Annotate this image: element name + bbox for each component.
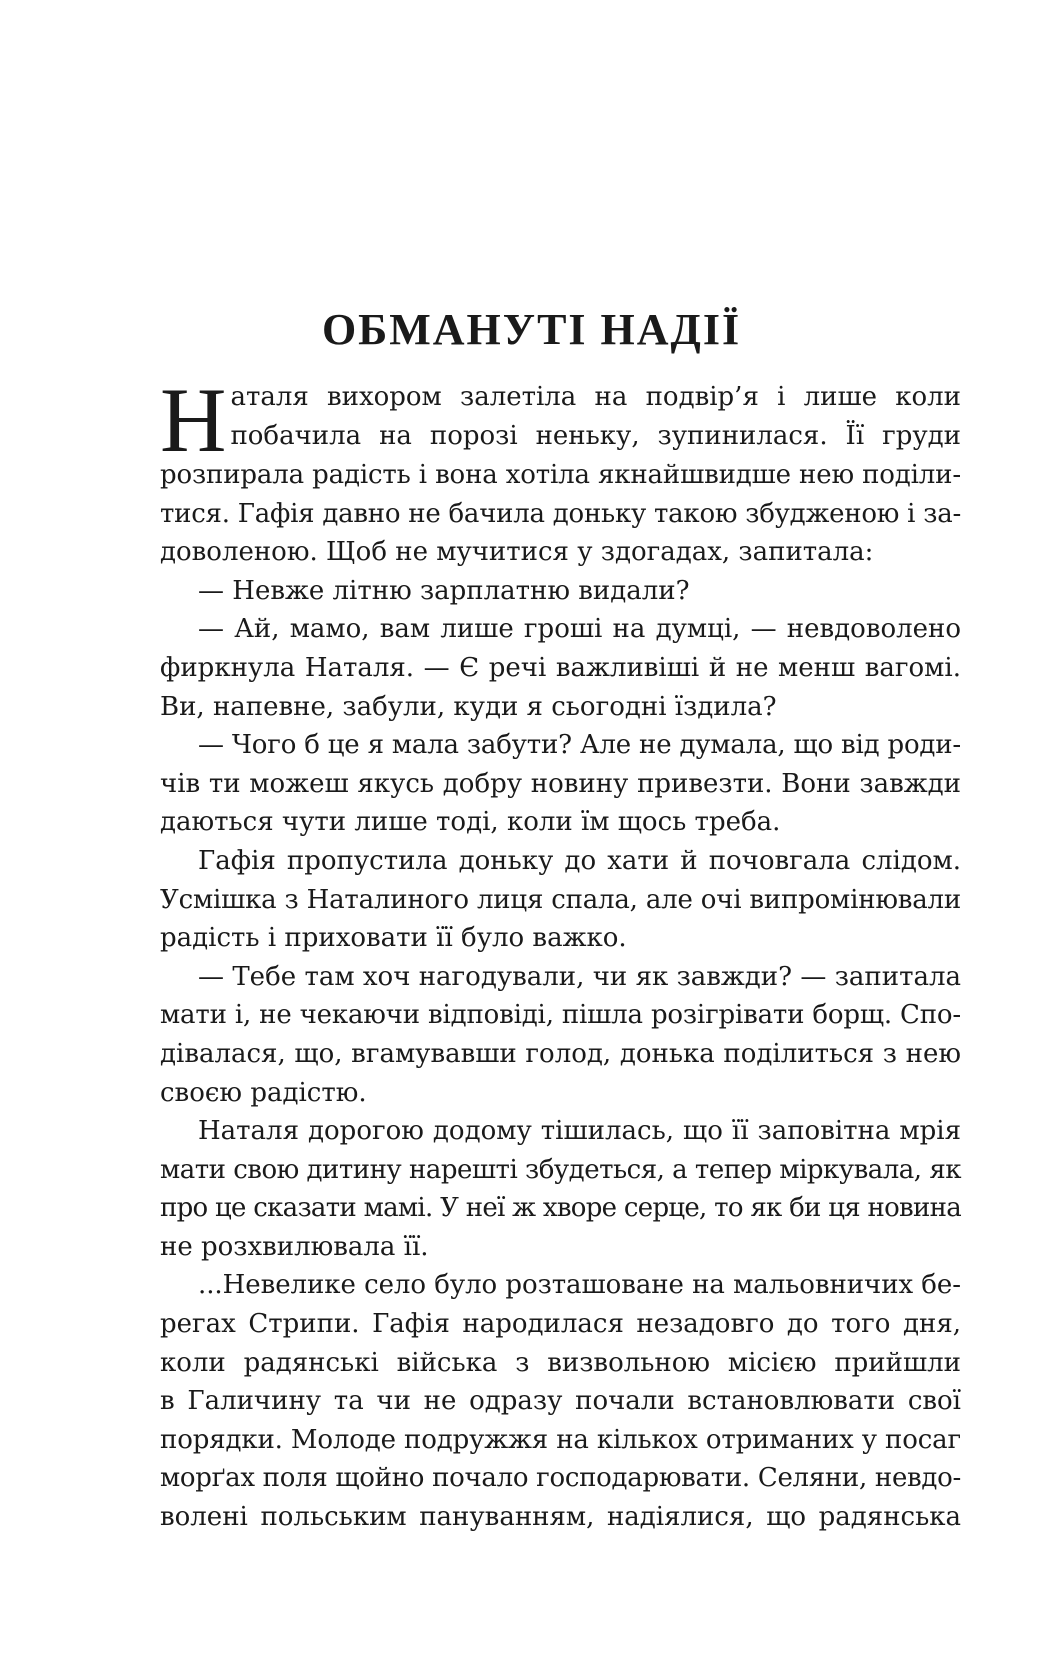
drop-cap: Н	[160, 378, 227, 456]
text-line: тися. Гафія давно не бачила доньку такою збудженою і за-	[160, 498, 961, 529]
text-line: чів ти можеш якусь добру новину привезти. Вони завжди	[160, 768, 961, 799]
text-line: побачила на порозі неньку, зупинилася. Її груди	[230, 420, 961, 451]
text-line: Усмішка з Наталиного лиця спала, але очі випромінювали	[160, 884, 961, 915]
text-line: даються чути лише тоді, коли їм щось треба.	[160, 807, 781, 838]
chapter-title: ОБМАНУТІ НАДІЇ	[321, 305, 742, 354]
text-line: порядки. Молоде подружжя на кількох отриманих у посаг	[160, 1424, 961, 1455]
text-line: радість і приховати її було важко.	[160, 923, 627, 954]
text-line: морґах поля щойно почало господарювати. Селяни, невдо-	[160, 1463, 961, 1494]
text-line: — Ай, мамо, вам лише гроші на думці, — невдоволено	[198, 614, 961, 645]
text-line: коли радянські війська з визвольною місією прийшли	[160, 1347, 961, 1378]
text-line: Ви, напевне, забули, куди я сьогодні їздила?	[160, 691, 777, 722]
text-line: мати і, не чекаючи відповіді, пішла розігрівати борщ. Спо-	[160, 1000, 961, 1031]
text-line: Гафія пропустила доньку до хати й почовгала слідом.	[198, 845, 961, 876]
text-line: доволеною. Щоб не мучитися у здогадах, запитала:	[160, 537, 874, 568]
text-line: дівалася, що, вгамувавши голод, донька поділиться з нею	[160, 1038, 961, 1069]
opening-paragraph-start	[160, 378, 961, 456]
text-line: — Невже літню зарплатню видали?	[198, 575, 690, 606]
text-line: своєю радістю.	[160, 1077, 367, 1108]
text-line: фиркнула Наталя. — Є речі важливіші й не менш вагомі.	[160, 652, 961, 683]
text-line: регах Стрипи. Гафія народилася незадовго до того дня,	[160, 1309, 961, 1340]
text-line: Наталя дорогою додому тішилась, що її заповітна мрія	[198, 1116, 961, 1147]
text-line: в Галичину та чи не одразу почали встановлювати свої	[160, 1386, 961, 1417]
text-line: мати свою дитину нарешті збудеться, а тепер міркувала, як	[160, 1154, 961, 1185]
text-line: аталя вихором залетіла на подвір’я і лише коли	[230, 382, 961, 412]
text-line: розпирала радість і вона хотіла якнайшвидше нею поділи-	[160, 460, 961, 490]
text-line: волені польським пануванням, надіялися, що радянська	[160, 1502, 961, 1533]
text-line: не розхвилювала її.	[160, 1231, 429, 1262]
chapter-body	[160, 378, 961, 1537]
text-line: — Чого б це я мала забути? Але не думала, що від роди-	[198, 730, 961, 761]
text-line: про це сказати мамі. У неї ж хворе серце, то як би ця новина	[160, 1193, 961, 1224]
text-line: — Тебе там хоч нагодували, чи як завжди? — запитала	[198, 961, 961, 992]
text-line: ...Невелике село було розташоване на мальовничих бе-	[198, 1270, 961, 1301]
